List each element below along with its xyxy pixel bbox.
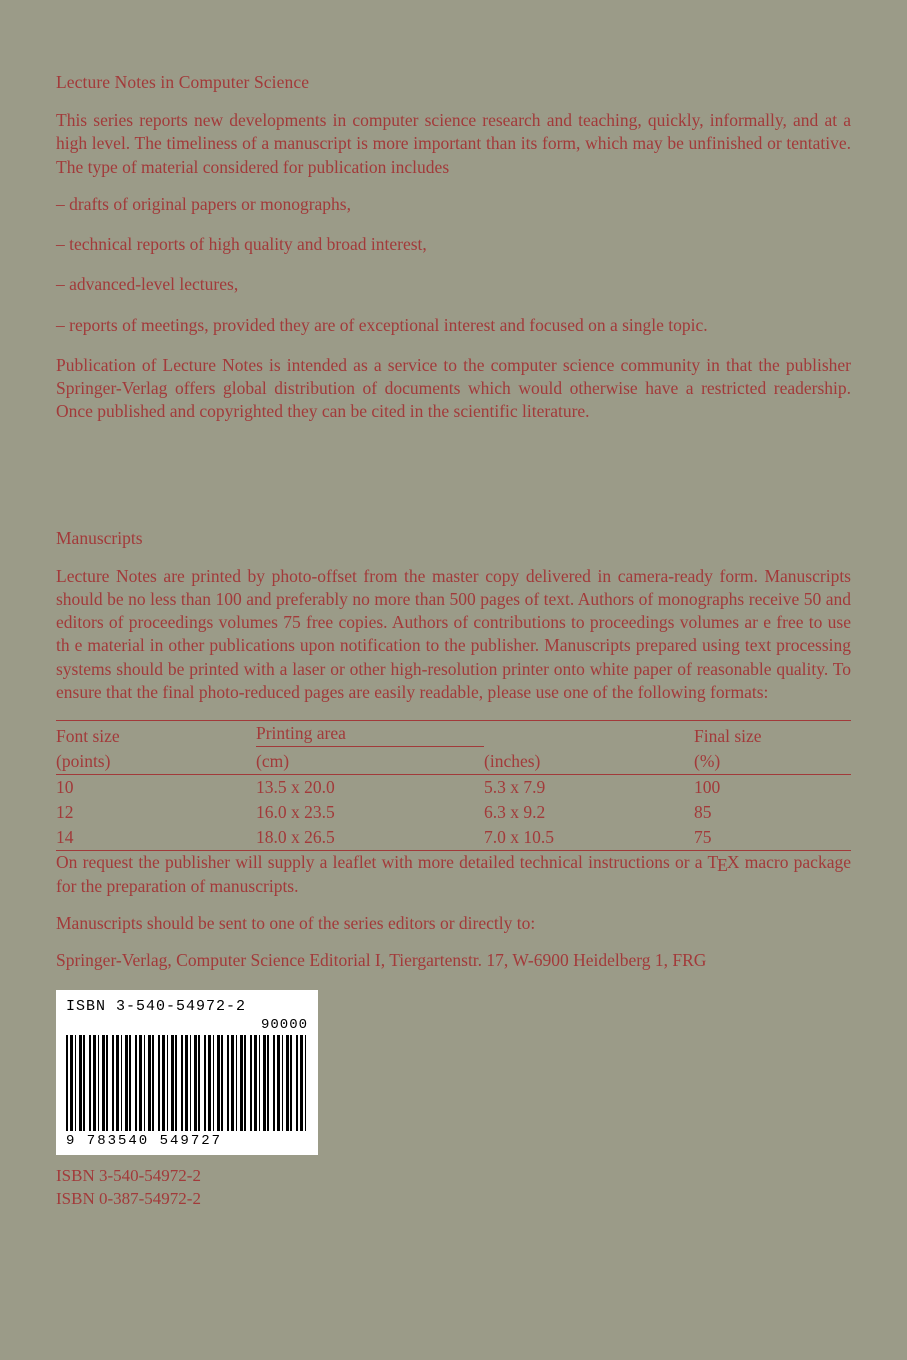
cell-cm: 16.0 x 23.5 (256, 802, 335, 823)
cell-inches: 7.0 x 10.5 (484, 827, 554, 848)
cell-font-size: 10 (56, 775, 256, 801)
isbn-line-2: ISBN 0-387-54972-2 (56, 1189, 201, 1209)
barcode (56, 990, 318, 1155)
leaflet-paragraph (56, 851, 851, 898)
tex-logo: TEX (707, 852, 740, 876)
header-printing-area-spacer (484, 721, 694, 750)
header-percent: (%) (694, 751, 721, 772)
table-header-row-2 (56, 749, 851, 775)
cell-font-size: 14 (56, 827, 74, 848)
header-inches: (inches) (484, 751, 541, 772)
barcode-isbn-label: ISBN 3-540-54972-2 (66, 998, 247, 1016)
send-to-paragraph: Manuscripts should be sent to one of the series editors or directly to: (56, 912, 536, 933)
series-title: Lecture Notes in Computer Science (56, 72, 310, 92)
header-printing-area (256, 721, 484, 750)
header-points: (points) (56, 751, 111, 772)
cell-inches: 5.3 x 7.9 (484, 775, 694, 801)
cell-cm: 13.5 x 20.0 (256, 775, 484, 801)
publication-paragraph: Publication of Lecture Notes is intended as a service to the computer science community in that the publisher Springer-Verlag offers global distribution of documents which would otherwise have a restricted readership. Once published and copyrighted they can be cited in the scientific literature. (56, 354, 851, 422)
table-header-row-1 (56, 721, 851, 750)
table-row (56, 800, 851, 825)
cell-final-size: 75 (694, 827, 712, 848)
header-final-size: Final size (694, 721, 851, 750)
leaflet-text-pre: On request the publisher will supply a leaflet with more detailed technical instructions or a (56, 852, 708, 873)
list-item: – advanced-level lectures, (56, 274, 239, 295)
publisher-address: Springer-Verlag, Computer Science Editorial I, Tiergartenstr. 17, W-6900 Heidelberg 1, FRG (56, 950, 707, 971)
cell-cm: 18.0 x 26.5 (256, 827, 335, 848)
list-item: – technical reports of high quality and broad interest, (56, 234, 427, 255)
series-intro-paragraph: This series reports new developments in computer science research and teaching, quickly, informally, and at a high level. The timeliness of a manuscript is more important than its form, which may be unfinished or tentative. The type of material considered for publication includes (56, 110, 851, 177)
cell-font-size: 12 (56, 802, 74, 823)
manuscripts-paragraph: Lecture Notes are printed by photo-offset from the master copy delivered in camera-ready form. Manuscripts should be no less than 100 and preferably no more than 500 pages of text. Authors of monographs receive 50 and editors of proceedings volumes 75 free copies. Authors of contributions to proceedings volumes ar e free to use th e material in other publications upon notification to the publisher. Manuscripts prepared using text processing systems should be printed with a laser or other high-resolution printer onto white paper of reasonable quality. To ensure that the final photo-reduced pages are easily readable, please use one of the following formats: (56, 565, 851, 702)
formats-table (56, 720, 851, 851)
isbn-line-1: ISBN 3-540-54972-2 (56, 1166, 201, 1186)
cell-final-size: 100 (694, 775, 851, 801)
section-spacer (56, 424, 851, 528)
list-item: – reports of meetings, provided they are of exceptional interest and focused on a single topic. (56, 314, 708, 335)
cell-final-size: 85 (694, 802, 712, 823)
isbn-block (56, 1165, 851, 1211)
barcode-addon-value: 90000 (260, 1017, 308, 1034)
material-types-list (56, 193, 851, 337)
cell-inches: 6.3 x 9.2 (484, 802, 546, 823)
table-row (56, 825, 851, 851)
header-printing-area-label: Printing area (256, 723, 484, 747)
table-row (56, 775, 851, 801)
barcode-digits: 9 783540 549727 (66, 1133, 223, 1150)
list-item: – drafts of original papers or monographs, (56, 193, 351, 214)
header-font-size: Font size (56, 721, 256, 750)
header-cm: (cm) (256, 751, 290, 772)
manuscripts-heading: Manuscripts (56, 527, 143, 548)
leaflet-text-post: macro package for the preparation of manuscripts. (56, 852, 851, 896)
barcode-bars (66, 1035, 308, 1131)
